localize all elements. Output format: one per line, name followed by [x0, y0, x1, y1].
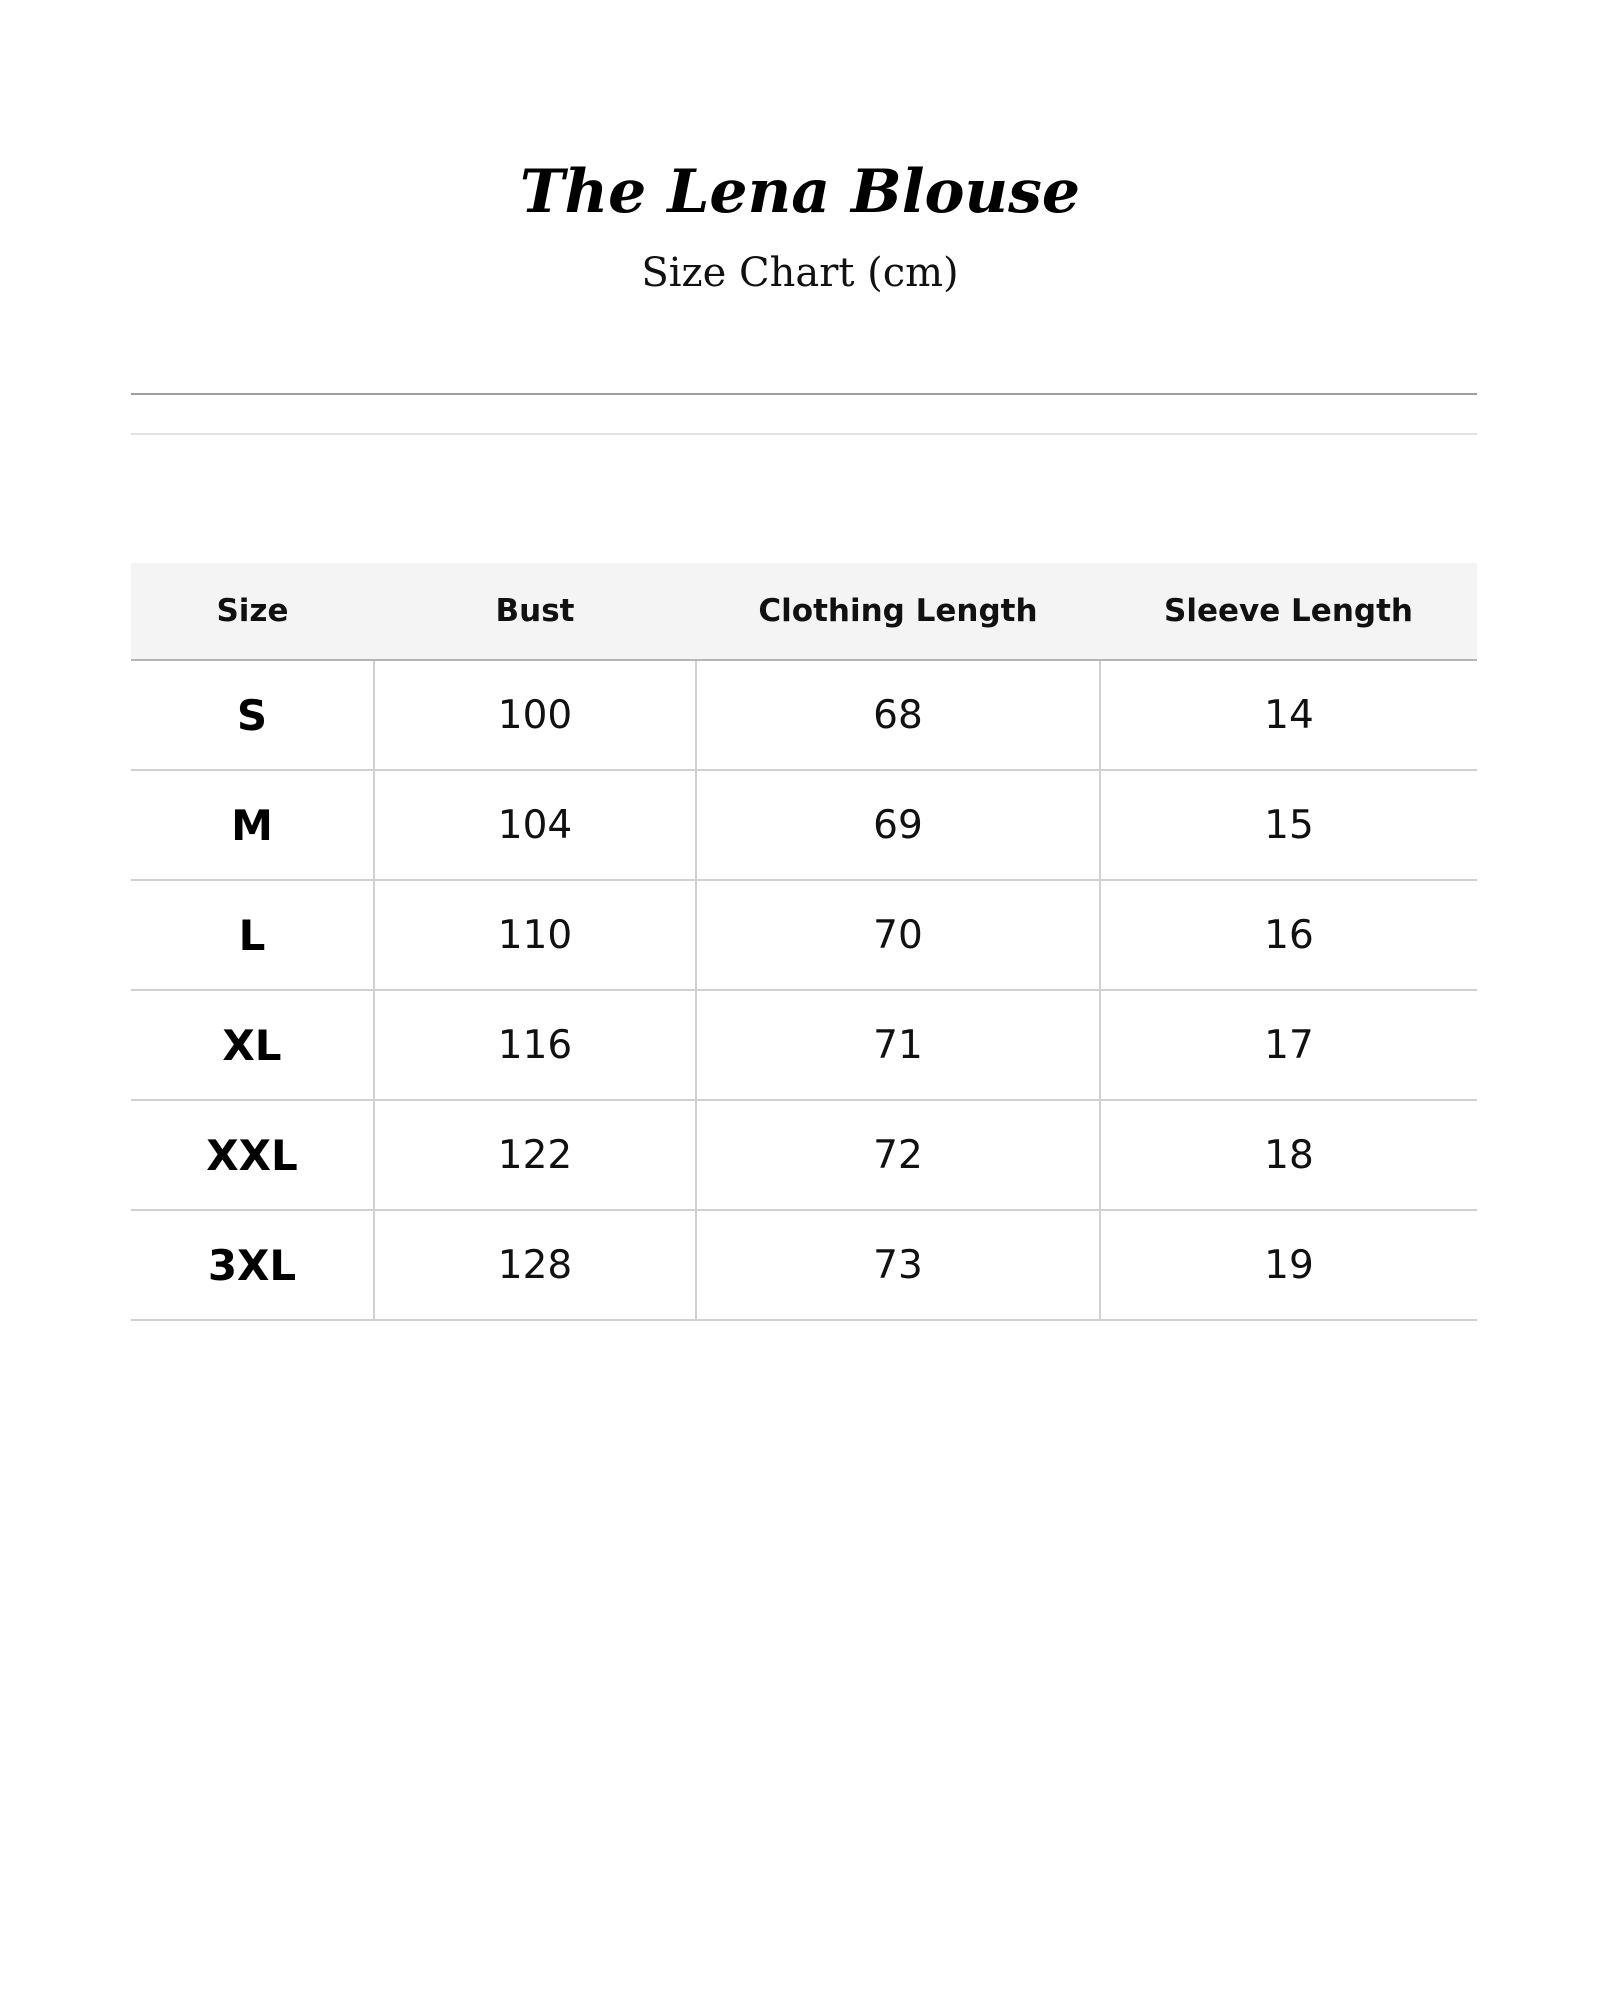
- table-row: [131, 770, 1477, 880]
- clothing-length-cell: 69: [696, 770, 1100, 880]
- table-row: [131, 990, 1477, 1100]
- table-row: [131, 660, 1477, 770]
- size-cell: XL: [131, 990, 374, 1100]
- table-body: [131, 660, 1477, 1320]
- size-chart-table: [131, 563, 1477, 1321]
- sleeve-length-cell: 18: [1100, 1100, 1477, 1210]
- clothing-length-cell: 72: [696, 1100, 1100, 1210]
- table-row: [131, 1210, 1477, 1320]
- column-header-bust: Bust: [374, 563, 696, 660]
- size-cell: 3XL: [131, 1210, 374, 1320]
- column-header-clothing-length: Clothing Length: [696, 563, 1100, 660]
- page-title: The Lena Blouse: [519, 157, 1081, 227]
- clothing-length-cell: 71: [696, 990, 1100, 1100]
- size-cell: M: [131, 770, 374, 880]
- table-row: [131, 1100, 1477, 1210]
- bust-cell: 100: [374, 660, 696, 770]
- column-header-size: Size: [131, 563, 374, 660]
- divider-primary: [131, 393, 1477, 395]
- divider-secondary: [131, 433, 1477, 435]
- bust-cell: 110: [374, 880, 696, 990]
- table-row: [131, 880, 1477, 990]
- bust-cell: 104: [374, 770, 696, 880]
- sleeve-length-cell: 17: [1100, 990, 1477, 1100]
- table-header-row: [131, 563, 1477, 660]
- sleeve-length-cell: 15: [1100, 770, 1477, 880]
- bust-cell: 116: [374, 990, 696, 1100]
- size-cell: L: [131, 880, 374, 990]
- sleeve-length-cell: 14: [1100, 660, 1477, 770]
- sleeve-length-cell: 16: [1100, 880, 1477, 990]
- column-header-sleeve-length: Sleeve Length: [1100, 563, 1477, 660]
- clothing-length-cell: 70: [696, 880, 1100, 990]
- page-subtitle: Size Chart (cm): [641, 250, 959, 296]
- bust-cell: 122: [374, 1100, 696, 1210]
- clothing-length-cell: 68: [696, 660, 1100, 770]
- sleeve-length-cell: 19: [1100, 1210, 1477, 1320]
- size-cell: S: [131, 660, 374, 770]
- table-header: [131, 563, 1477, 660]
- bust-cell: 128: [374, 1210, 696, 1320]
- size-cell: XXL: [131, 1100, 374, 1210]
- clothing-length-cell: 73: [696, 1210, 1100, 1320]
